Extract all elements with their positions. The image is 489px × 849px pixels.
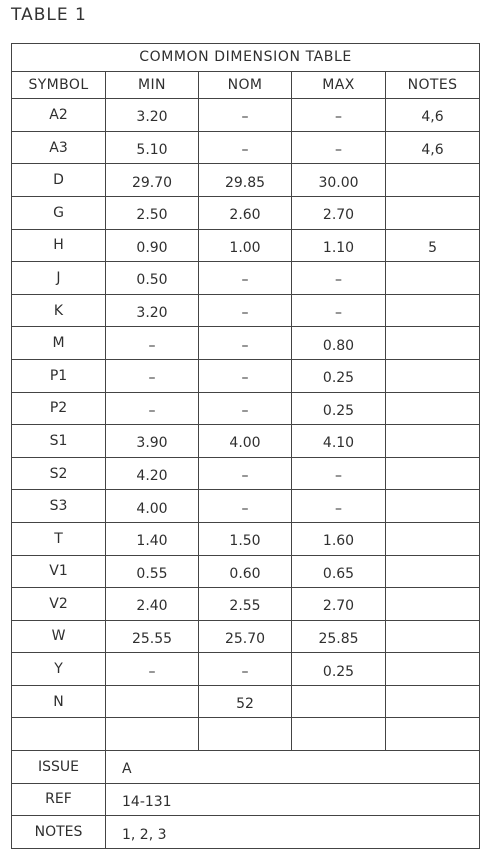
- cell-symbol: [12, 718, 106, 751]
- table-row: [12, 392, 480, 425]
- table-row: [12, 99, 480, 132]
- cell-min: 0.55: [106, 555, 199, 588]
- cell-symbol: Y: [12, 653, 106, 686]
- cell-max: 0.65: [292, 555, 386, 588]
- meta-row: [12, 751, 480, 784]
- table-body: [12, 99, 480, 751]
- cell-max: 0.80: [292, 327, 386, 360]
- cell-notes: [386, 620, 480, 653]
- cell-min: 5.10: [106, 131, 199, 164]
- cell-symbol: P2: [12, 392, 106, 425]
- cell-max: –: [292, 99, 386, 132]
- header-min: MIN: [106, 71, 199, 99]
- cell-min: 2.40: [106, 588, 199, 621]
- header-notes: NOTES: [386, 71, 480, 99]
- cell-notes: [386, 653, 480, 686]
- cell-max: 1.60: [292, 522, 386, 555]
- table-row: [12, 131, 480, 164]
- table-row: [12, 522, 480, 555]
- cell-notes: [386, 685, 480, 718]
- cell-notes: [386, 262, 480, 295]
- cell-nom: [199, 718, 292, 751]
- cell-min: 4.20: [106, 457, 199, 490]
- table-row: [12, 425, 480, 458]
- cell-max: –: [292, 457, 386, 490]
- table-row: [12, 359, 480, 392]
- cell-nom: –: [199, 392, 292, 425]
- cell-min: 3.90: [106, 425, 199, 458]
- meta-label: REF: [12, 783, 106, 816]
- cell-symbol: D: [12, 164, 106, 197]
- table-row: [12, 327, 480, 360]
- cell-min: 1.40: [106, 522, 199, 555]
- cell-nom: 52: [199, 685, 292, 718]
- dimension-table: [11, 43, 480, 849]
- table-row: [12, 490, 480, 523]
- table-row: [12, 555, 480, 588]
- cell-nom: 1.50: [199, 522, 292, 555]
- table-row: [12, 718, 480, 751]
- cell-notes: [386, 196, 480, 229]
- table-row: [12, 588, 480, 621]
- cell-symbol: W: [12, 620, 106, 653]
- cell-max: 0.25: [292, 392, 386, 425]
- cell-min: 4.00: [106, 490, 199, 523]
- cell-min: –: [106, 392, 199, 425]
- table-row: [12, 196, 480, 229]
- cell-notes: [386, 359, 480, 392]
- cell-notes: 5: [386, 229, 480, 262]
- cell-nom: –: [199, 262, 292, 295]
- table-row: [12, 457, 480, 490]
- meta-label: ISSUE: [12, 751, 106, 784]
- cell-max: –: [292, 294, 386, 327]
- cell-min: –: [106, 359, 199, 392]
- cell-notes: [386, 425, 480, 458]
- header-nom: NOM: [199, 71, 292, 99]
- cell-symbol: H: [12, 229, 106, 262]
- cell-max: [292, 718, 386, 751]
- cell-nom: –: [199, 131, 292, 164]
- cell-symbol: P1: [12, 359, 106, 392]
- cell-symbol: J: [12, 262, 106, 295]
- table-row: [12, 164, 480, 197]
- cell-symbol: T: [12, 522, 106, 555]
- cell-nom: 1.00: [199, 229, 292, 262]
- header-symbol: SYMBOL: [12, 71, 106, 99]
- table-row: [12, 262, 480, 295]
- cell-max: 25.85: [292, 620, 386, 653]
- cell-max: 1.10: [292, 229, 386, 262]
- cell-nom: 25.70: [199, 620, 292, 653]
- cell-notes: [386, 327, 480, 360]
- meta-row: [12, 816, 480, 849]
- cell-min: 3.20: [106, 99, 199, 132]
- cell-symbol: S3: [12, 490, 106, 523]
- cell-symbol: A3: [12, 131, 106, 164]
- table-row: [12, 653, 480, 686]
- cell-symbol: N: [12, 685, 106, 718]
- table-caption-row: [12, 44, 480, 72]
- cell-notes: [386, 164, 480, 197]
- cell-min: 3.20: [106, 294, 199, 327]
- table-row: [12, 229, 480, 262]
- cell-nom: 29.85: [199, 164, 292, 197]
- cell-notes: [386, 588, 480, 621]
- document-title: TABLE 1: [11, 5, 87, 25]
- table-row: [12, 620, 480, 653]
- cell-nom: –: [199, 359, 292, 392]
- cell-nom: –: [199, 99, 292, 132]
- meta-row: [12, 783, 480, 816]
- cell-notes: [386, 392, 480, 425]
- cell-max: 2.70: [292, 588, 386, 621]
- table-row: [12, 294, 480, 327]
- cell-min: 0.90: [106, 229, 199, 262]
- cell-notes: [386, 718, 480, 751]
- cell-min: 25.55: [106, 620, 199, 653]
- table-header-row: [12, 71, 480, 99]
- table-row: [12, 685, 480, 718]
- cell-nom: 0.60: [199, 555, 292, 588]
- cell-notes: 4,6: [386, 131, 480, 164]
- cell-max: 0.25: [292, 359, 386, 392]
- cell-nom: 2.60: [199, 196, 292, 229]
- cell-max: –: [292, 490, 386, 523]
- header-max: MAX: [292, 71, 386, 99]
- meta-label: NOTES: [12, 816, 106, 849]
- cell-notes: [386, 294, 480, 327]
- cell-max: –: [292, 262, 386, 295]
- cell-notes: [386, 490, 480, 523]
- cell-symbol: G: [12, 196, 106, 229]
- cell-max: 0.25: [292, 653, 386, 686]
- meta-value: A: [106, 751, 480, 784]
- cell-min: 0.50: [106, 262, 199, 295]
- cell-min: –: [106, 653, 199, 686]
- cell-min: [106, 718, 199, 751]
- cell-min: [106, 685, 199, 718]
- cell-nom: –: [199, 327, 292, 360]
- cell-symbol: V1: [12, 555, 106, 588]
- cell-max: 30.00: [292, 164, 386, 197]
- cell-symbol: A2: [12, 99, 106, 132]
- cell-notes: [386, 457, 480, 490]
- cell-max: 2.70: [292, 196, 386, 229]
- meta-value: 1, 2, 3: [106, 816, 480, 849]
- cell-symbol: K: [12, 294, 106, 327]
- cell-min: –: [106, 327, 199, 360]
- cell-nom: –: [199, 457, 292, 490]
- table-caption: COMMON DIMENSION TABLE: [12, 44, 480, 72]
- cell-symbol: V2: [12, 588, 106, 621]
- cell-nom: –: [199, 653, 292, 686]
- cell-notes: [386, 555, 480, 588]
- cell-symbol: M: [12, 327, 106, 360]
- cell-min: 29.70: [106, 164, 199, 197]
- cell-symbol: S2: [12, 457, 106, 490]
- cell-nom: –: [199, 490, 292, 523]
- cell-symbol: S1: [12, 425, 106, 458]
- cell-nom: 2.55: [199, 588, 292, 621]
- cell-max: –: [292, 131, 386, 164]
- cell-nom: –: [199, 294, 292, 327]
- cell-notes: [386, 522, 480, 555]
- cell-notes: 4,6: [386, 99, 480, 132]
- cell-max: [292, 685, 386, 718]
- cell-min: 2.50: [106, 196, 199, 229]
- table-meta: [12, 751, 480, 849]
- meta-value: 14-131: [106, 783, 480, 816]
- cell-max: 4.10: [292, 425, 386, 458]
- cell-nom: 4.00: [199, 425, 292, 458]
